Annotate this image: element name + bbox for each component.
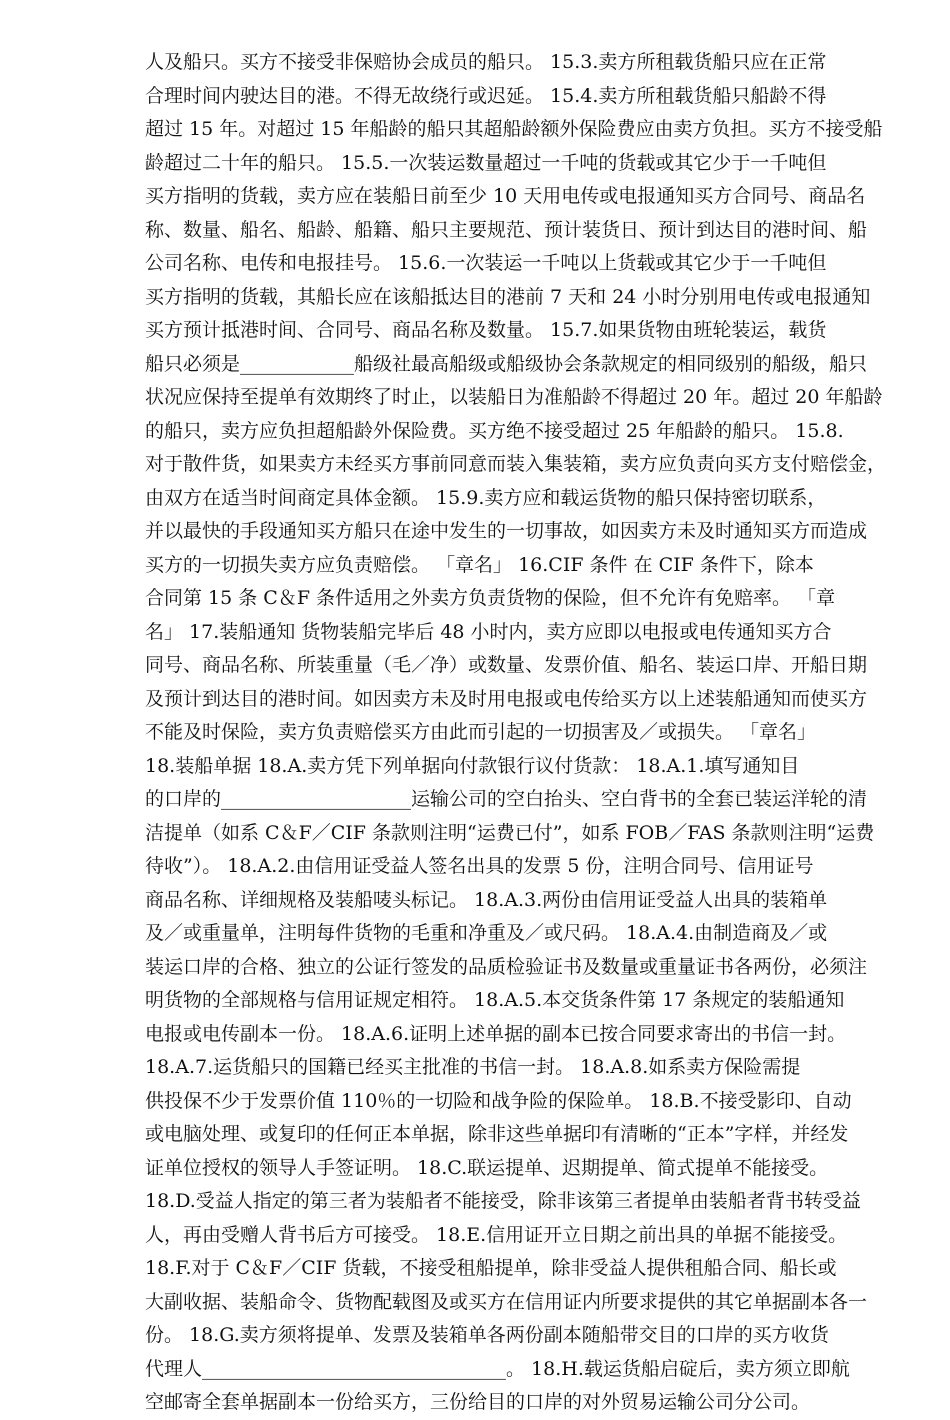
contract-text-line: 买方指明的货载，卖方应在装船日前至少 10 天用电传或电报通知买方合同号、商品名: [145, 185, 866, 207]
contract-text-line: 合理时间内驶达目的港。不得无故绕行或迟延。 15.4.卖方所租载货船只船龄不得: [145, 84, 827, 107]
contract-text-line: 超过 15 年。对超过 15 年船龄的船只其超船龄额外保险费应由卖方负担。买方不接受船: [145, 118, 883, 140]
contract-text-line: 18.装船单据 18.A.卖方凭下列单据向付款银行议付货款： 18.A.1.填写通知目: [145, 754, 800, 777]
contract-text-line: 装运口岸的合格、独立的公证行签发的品质检验证书及数量或重量证书各两份，必须注: [145, 955, 868, 978]
contract-text-line: 18.D.受益人指定的第三者为装船者不能接受，除非该第三者提单由装船者背书转受益: [145, 1190, 861, 1212]
contract-text-line: 龄超过二十年的船只。 15.5.一次装运数量超过一千吨的货载或其它少于一千吨但: [145, 151, 827, 174]
contract-text-line: 人及船只。买方不接受非保赔协会成员的船只。 15.3.卖方所租载货船只应在正常: [145, 51, 827, 73]
contract-text-line: 状况应保持至提单有效期终了时止，以装船日为准船龄不得超过 20 年。超过 20 年船龄: [145, 386, 883, 408]
contract-text-line: 商品名称、详细规格及装船唛头标记。 18.A.3.两份由信用证受益人出具的装箱单: [145, 888, 828, 911]
contract-text-line: 名」 17.装船通知 货物装船完毕后 48 小时内，卖方应即以电报或电传通知买方合: [145, 620, 832, 643]
contract-text-line: 的船只，卖方应负担超船龄外保险费。买方绝不接受超过 25 年船龄的船只。 15.8.: [145, 419, 844, 442]
contract-text-line: 18.A.7.运货船只的国籍已经买主批准的书信一封。 18.A.8.如系卖方保险需提: [145, 1056, 801, 1078]
contract-text-line: 合同第 15 条 C＆F 条件适用之外卖方负责货物的保险，但不允许有免赔率。 「章: [145, 587, 836, 609]
contract-text-line: 待收”）。 18.A.2.由信用证受益人签名出具的发票 5 份，注明合同号、信用证号: [145, 855, 814, 877]
contract-text-line: 及预计到达目的港时间。如因卖方未及时用电报或电传给买方以上述装船通知而使买方: [145, 687, 868, 710]
contract-text-line: 买方指明的货载，其船长应在该船抵达目的港前 7 天和 24 小时分别用电传或电报通知: [145, 285, 871, 308]
contract-text-line: 人，再由受赠人背书后方可接受。 18.E.信用证开立日期之前出具的单据不能接受。: [145, 1223, 848, 1246]
contract-text-line: 由双方在适当时间商定具体金额。 15.9.卖方应和载运货物的船只保持密切联系，: [145, 486, 827, 509]
contract-text-line: 空邮寄全套单据副本一份给买方，三份给目的口岸的对外贸易运输公司分公司。: [145, 1391, 811, 1413]
contract-text-line: 电报或电传副本一份。 18.A.6.证明上述单据的副本已按合同要求寄出的书信一封。: [145, 1022, 847, 1045]
contract-text-line: 同号、商品名称、所装重量（毛／净）或数量、发票价值、船名、装运口岸、开船日期: [145, 654, 868, 676]
contract-text-line: 买方预计抵港时间、合同号、商品名称及数量。 15.7.如果货物由班轮装运，载货: [145, 319, 827, 341]
contract-text-line: 的口岸的____________________运输公司的空白抬头、空白背书的全套已装运洋轮的清: [145, 788, 868, 810]
contract-text-line: 对于散件货，如果卖方未经买方事前同意而装入集装箱，卖方应负责向买方支付赔偿金，: [145, 453, 887, 475]
contract-text-line: 大副收据、装船命令、货物配载图及或买方在信用证内所要求提供的其它单据副本各一: [145, 1290, 868, 1313]
contract-text-line: 船只必须是____________船级社最高船级或船级协会条款规定的相同级别的船级，船只: [145, 352, 868, 375]
contract-text-line: 份。 18.G.卖方须将提单、发票及装箱单各两份副本随船带交目的口岸的买方收货: [145, 1324, 829, 1346]
contract-text-line: 买方的一切损失卖方应负责赔偿。 「章名」 16.CIF 条件 在 CIF 条件下，除本: [145, 553, 814, 576]
contract-text-body: [145, 46, 890, 1420]
contract-text-line: 及／或重量单，注明每件货物的毛重和净重及／或尺码。 18.A.4.由制造商及／或: [145, 922, 828, 944]
contract-text-line: 洁提单（如系 C＆F／CIF 条款则注明“运费已付”，如系 FOB／FAS 条款则注明“运费: [145, 821, 875, 844]
contract-text-line: 不能及时保险，卖方负责赔偿买方由此而引起的一切损害及／或损失。 「章名」: [145, 721, 817, 743]
contract-text-line: 公司名称、电传和电报挂号。 15.6.一次装运一千吨以上货载或其它少于一千吨但: [145, 252, 827, 274]
contract-text-line: 或电脑处理、或复印的任何正本单据，除非这些单据印有清晰的“正本”字样，并经发: [145, 1123, 849, 1145]
contract-text-line: 并以最快的手段通知买方船只在途中发生的一切事故，如因卖方未及时通知买方而造成: [145, 520, 868, 542]
contract-text-line: 证单位授权的领导人手签证明。 18.C.联运提单、迟期提单、简式提单不能接受。: [145, 1156, 829, 1179]
contract-text-line: 18.F.对于 C＆F／CIF 货载，不接受租船提单，除非受益人提供租船合同、船长或: [145, 1257, 837, 1279]
contract-text-line: 供投保不少于发票价值 110％的一切险和战争险的保险单。 18.B.不接受影印、自动: [145, 1089, 852, 1112]
contract-text-line: 代理人________________________________。 18.H.载运货船启碇后，卖方须立即航: [145, 1357, 850, 1380]
contract-text-line: 称、数量、船名、船龄、船籍、船只主要规范、预计装货日、预计到达目的港时间、船: [145, 218, 868, 241]
contract-text-line: 明货物的全部规格与信用证规定相符。 18.A.5.本交货条件第 17 条规定的装船通知: [145, 989, 845, 1011]
